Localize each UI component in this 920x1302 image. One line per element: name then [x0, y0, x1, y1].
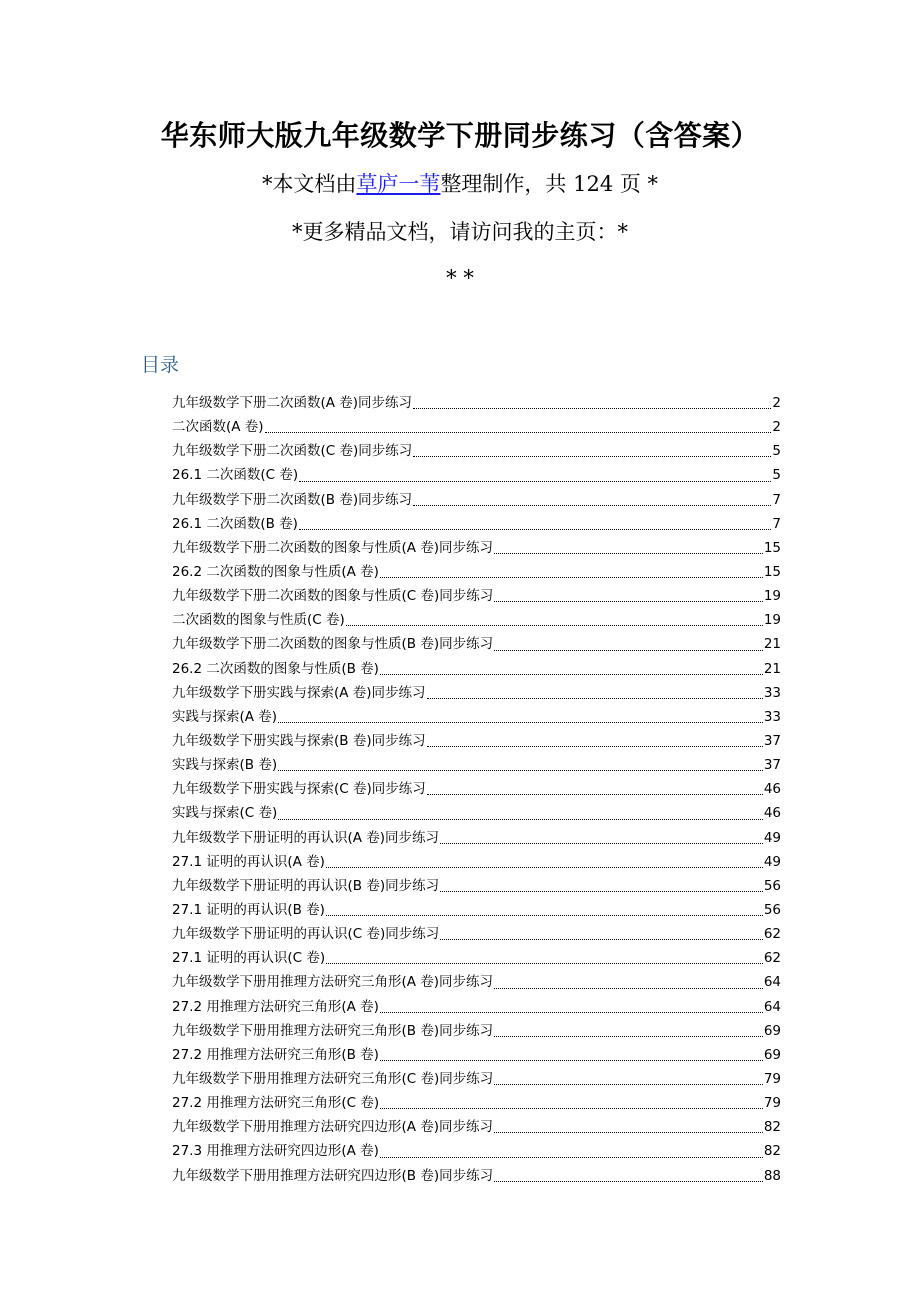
- toc-dot-leader: [380, 1060, 763, 1061]
- toc-entry[interactable]: [172, 560, 781, 584]
- toc-dot-leader: [494, 650, 763, 651]
- document-title: 华东师大版九年级数学下册同步练习（含答案）: [160, 119, 760, 152]
- toc-entry-title: 27.1 证明的再认识(C 卷): [172, 950, 326, 967]
- asterisk-line: * *: [446, 266, 474, 290]
- toc-entry-title: 二次函数的图象与性质(C 卷): [172, 612, 345, 629]
- toc-dot-leader: [494, 1181, 763, 1182]
- toc-entry-page-number: 64: [763, 998, 781, 1015]
- toc-entry-title: 九年级数学下册二次函数(B 卷)同步练习: [172, 491, 413, 508]
- toc-entry[interactable]: [172, 415, 781, 439]
- document-info-line: [0, 168, 920, 200]
- toc-entry-title: 27.2 用推理方法研究三角形(B 卷): [172, 1046, 379, 1063]
- toc-entry-page-number: 33: [763, 708, 781, 725]
- toc-entry-title: 26.2 二次函数的图象与性质(B 卷): [172, 660, 379, 677]
- toc-entry-page-number: 37: [763, 732, 781, 749]
- info-suffix: 整理制作，共 124 页 *: [440, 172, 659, 196]
- toc-entry-page-number: 79: [763, 1095, 781, 1112]
- toc-entry[interactable]: [172, 705, 781, 729]
- toc-dot-leader: [494, 1132, 763, 1133]
- toc-entry-page-number: 56: [763, 901, 781, 918]
- toc-entry[interactable]: [172, 536, 781, 560]
- toc-entry[interactable]: [172, 946, 781, 970]
- toc-entry[interactable]: [172, 584, 781, 608]
- toc-entry[interactable]: [172, 632, 781, 656]
- toc-entry[interactable]: [172, 1067, 781, 1091]
- toc-entry-page-number: 33: [763, 684, 781, 701]
- toc-dot-leader: [494, 1084, 763, 1085]
- toc-entry[interactable]: [172, 1043, 781, 1067]
- toc-entry-title: 九年级数学下册实践与探索(B 卷)同步练习: [172, 732, 426, 749]
- toc-entry-title: 九年级数学下册二次函数的图象与性质(C 卷)同步练习: [172, 588, 494, 605]
- table-of-contents: [172, 391, 781, 1188]
- toc-entry-page-number: 15: [763, 539, 781, 556]
- toc-entry[interactable]: [172, 874, 781, 898]
- toc-entry-page-number: 15: [763, 563, 781, 580]
- toc-entry-page-number: 56: [763, 877, 781, 894]
- toc-dot-leader: [380, 1012, 763, 1013]
- toc-entry-page-number: 2: [772, 395, 781, 411]
- toc-dot-leader: [380, 577, 763, 578]
- toc-entry[interactable]: [172, 488, 781, 512]
- toc-entry[interactable]: [172, 801, 781, 825]
- toc-dot-leader: [494, 1036, 763, 1037]
- toc-entry-page-number: 21: [763, 660, 781, 677]
- toc-entry-page-number: 69: [763, 1022, 781, 1039]
- toc-entry[interactable]: [172, 995, 781, 1019]
- toc-entry[interactable]: [172, 439, 781, 463]
- toc-dot-leader: [278, 770, 763, 771]
- toc-entry[interactable]: [172, 1139, 781, 1163]
- toc-entry[interactable]: [172, 681, 781, 705]
- toc-entry-page-number: 82: [763, 1143, 781, 1160]
- toc-dot-leader: [413, 456, 771, 457]
- toc-entry-page-number: 82: [763, 1119, 781, 1136]
- toc-dot-leader: [427, 746, 763, 747]
- toc-entry[interactable]: [172, 463, 781, 487]
- toc-entry-page-number: 49: [763, 829, 781, 846]
- toc-dot-leader: [299, 481, 771, 482]
- toc-entry-title: 九年级数学下册用推理方法研究四边形(A 卷)同步练习: [172, 1119, 494, 1136]
- toc-entry-title: 九年级数学下册实践与探索(A 卷)同步练习: [172, 684, 426, 701]
- toc-entry-title: 27.1 证明的再认识(A 卷): [172, 853, 325, 870]
- toc-dot-leader: [494, 553, 763, 554]
- toc-entry[interactable]: [172, 512, 781, 536]
- toc-dot-leader: [380, 1108, 763, 1109]
- toc-entry-title: 26.1 二次函数(B 卷): [172, 515, 298, 532]
- toc-dot-leader: [278, 722, 763, 723]
- toc-entry[interactable]: [172, 391, 781, 415]
- toc-entry-page-number: 49: [763, 853, 781, 870]
- toc-entry-page-number: 46: [763, 805, 781, 822]
- toc-entry-title: 九年级数学下册用推理方法研究三角形(A 卷)同步练习: [172, 974, 494, 991]
- toc-entry-title: 27.3 用推理方法研究四边形(A 卷): [172, 1143, 379, 1160]
- toc-entry-page-number: 37: [763, 757, 781, 774]
- toc-entry-title: 27.2 用推理方法研究三角形(C 卷): [172, 1095, 380, 1112]
- toc-entry-page-number: 19: [763, 612, 781, 629]
- toc-entry[interactable]: [172, 898, 781, 922]
- toc-entry[interactable]: [172, 657, 781, 681]
- toc-entry-page-number: 46: [763, 781, 781, 798]
- toc-dot-leader: [299, 529, 771, 530]
- toc-dot-leader: [326, 867, 763, 868]
- toc-dot-leader: [380, 1157, 763, 1158]
- toc-entry[interactable]: [172, 1019, 781, 1043]
- toc-entry[interactable]: [172, 850, 781, 874]
- toc-entry-title: 九年级数学下册二次函数(C 卷)同步练习: [172, 443, 413, 460]
- toc-entry-title: 九年级数学下册证明的再认识(B 卷)同步练习: [172, 877, 440, 894]
- toc-dot-leader: [380, 674, 763, 675]
- toc-dot-leader: [346, 625, 763, 626]
- toc-entry-title: 实践与探索(A 卷): [172, 708, 278, 725]
- toc-entry-title: 26.1 二次函数(C 卷): [172, 467, 299, 484]
- toc-entry-title: 实践与探索(C 卷): [172, 805, 278, 822]
- toc-entry[interactable]: [172, 826, 781, 850]
- toc-entry-page-number: 19: [763, 588, 781, 605]
- toc-entry-page-number: 5: [772, 467, 781, 484]
- toc-dot-leader: [427, 794, 763, 795]
- homepage-note: *更多精品文档，请访问我的主页：*: [292, 220, 628, 244]
- toc-heading: 目录: [141, 354, 180, 376]
- toc-entry[interactable]: [172, 1091, 781, 1115]
- toc-entry-page-number: 69: [763, 1046, 781, 1063]
- info-prefix: *本文档由: [261, 172, 357, 196]
- toc-entry-title: 九年级数学下册二次函数的图象与性质(B 卷)同步练习: [172, 636, 494, 653]
- toc-dot-leader: [494, 988, 763, 989]
- toc-entry-title: 九年级数学下册用推理方法研究四边形(B 卷)同步练习: [172, 1167, 494, 1184]
- toc-entry[interactable]: [172, 608, 781, 632]
- toc-entry-page-number: 7: [772, 515, 781, 532]
- toc-dot-leader: [278, 819, 763, 820]
- toc-entry-page-number: 21: [763, 636, 781, 653]
- toc-entry[interactable]: [172, 777, 781, 801]
- toc-dot-leader: [265, 432, 772, 433]
- toc-entry[interactable]: [172, 970, 781, 994]
- toc-entry[interactable]: [172, 1115, 781, 1139]
- toc-entry-title: 九年级数学下册二次函数的图象与性质(A 卷)同步练习: [172, 539, 494, 556]
- toc-entry-page-number: 5: [772, 443, 781, 460]
- toc-dot-leader: [413, 408, 771, 409]
- toc-dot-leader: [413, 505, 771, 506]
- toc-entry-page-number: 7: [772, 491, 781, 508]
- toc-entry[interactable]: [172, 753, 781, 777]
- toc-entry-page-number: 62: [763, 926, 781, 943]
- toc-entry-title: 九年级数学下册用推理方法研究三角形(C 卷)同步练习: [172, 1070, 494, 1087]
- toc-entry-page-number: 64: [763, 974, 781, 991]
- toc-entry[interactable]: [172, 1164, 781, 1188]
- toc-entry-page-number: 2: [772, 419, 781, 436]
- toc-entry-title: 27.1 证明的再认识(B 卷): [172, 901, 325, 918]
- toc-entry-title: 实践与探索(B 卷): [172, 757, 278, 774]
- toc-dot-leader: [440, 939, 763, 940]
- toc-dot-leader: [440, 843, 763, 844]
- toc-dot-leader: [326, 915, 763, 916]
- toc-entry-title: 九年级数学下册用推理方法研究三角形(B 卷)同步练习: [172, 1022, 494, 1039]
- toc-dot-leader: [427, 698, 763, 699]
- toc-entry[interactable]: [172, 729, 781, 753]
- toc-entry-title: 九年级数学下册证明的再认识(C 卷)同步练习: [172, 926, 440, 943]
- toc-entry-title: 九年级数学下册二次函数(A 卷)同步练习: [172, 395, 413, 411]
- toc-entry-title: 二次函数(A 卷): [172, 419, 264, 436]
- toc-entry-page-number: 88: [763, 1167, 781, 1184]
- toc-entry-title: 九年级数学下册证明的再认识(A 卷)同步练习: [172, 829, 440, 846]
- toc-entry-page-number: 62: [763, 950, 781, 967]
- toc-dot-leader: [494, 601, 763, 602]
- toc-entry[interactable]: [172, 922, 781, 946]
- toc-dot-leader: [326, 963, 763, 964]
- toc-dot-leader: [440, 891, 763, 892]
- toc-entry-page-number: 79: [763, 1070, 781, 1087]
- toc-entry-title: 27.2 用推理方法研究三角形(A 卷): [172, 998, 379, 1015]
- toc-entry-title: 九年级数学下册实践与探索(C 卷)同步练习: [172, 781, 426, 798]
- author-link[interactable]: 草庐一苇: [356, 172, 441, 196]
- toc-entry-title: 26.2 二次函数的图象与性质(A 卷): [172, 563, 379, 580]
